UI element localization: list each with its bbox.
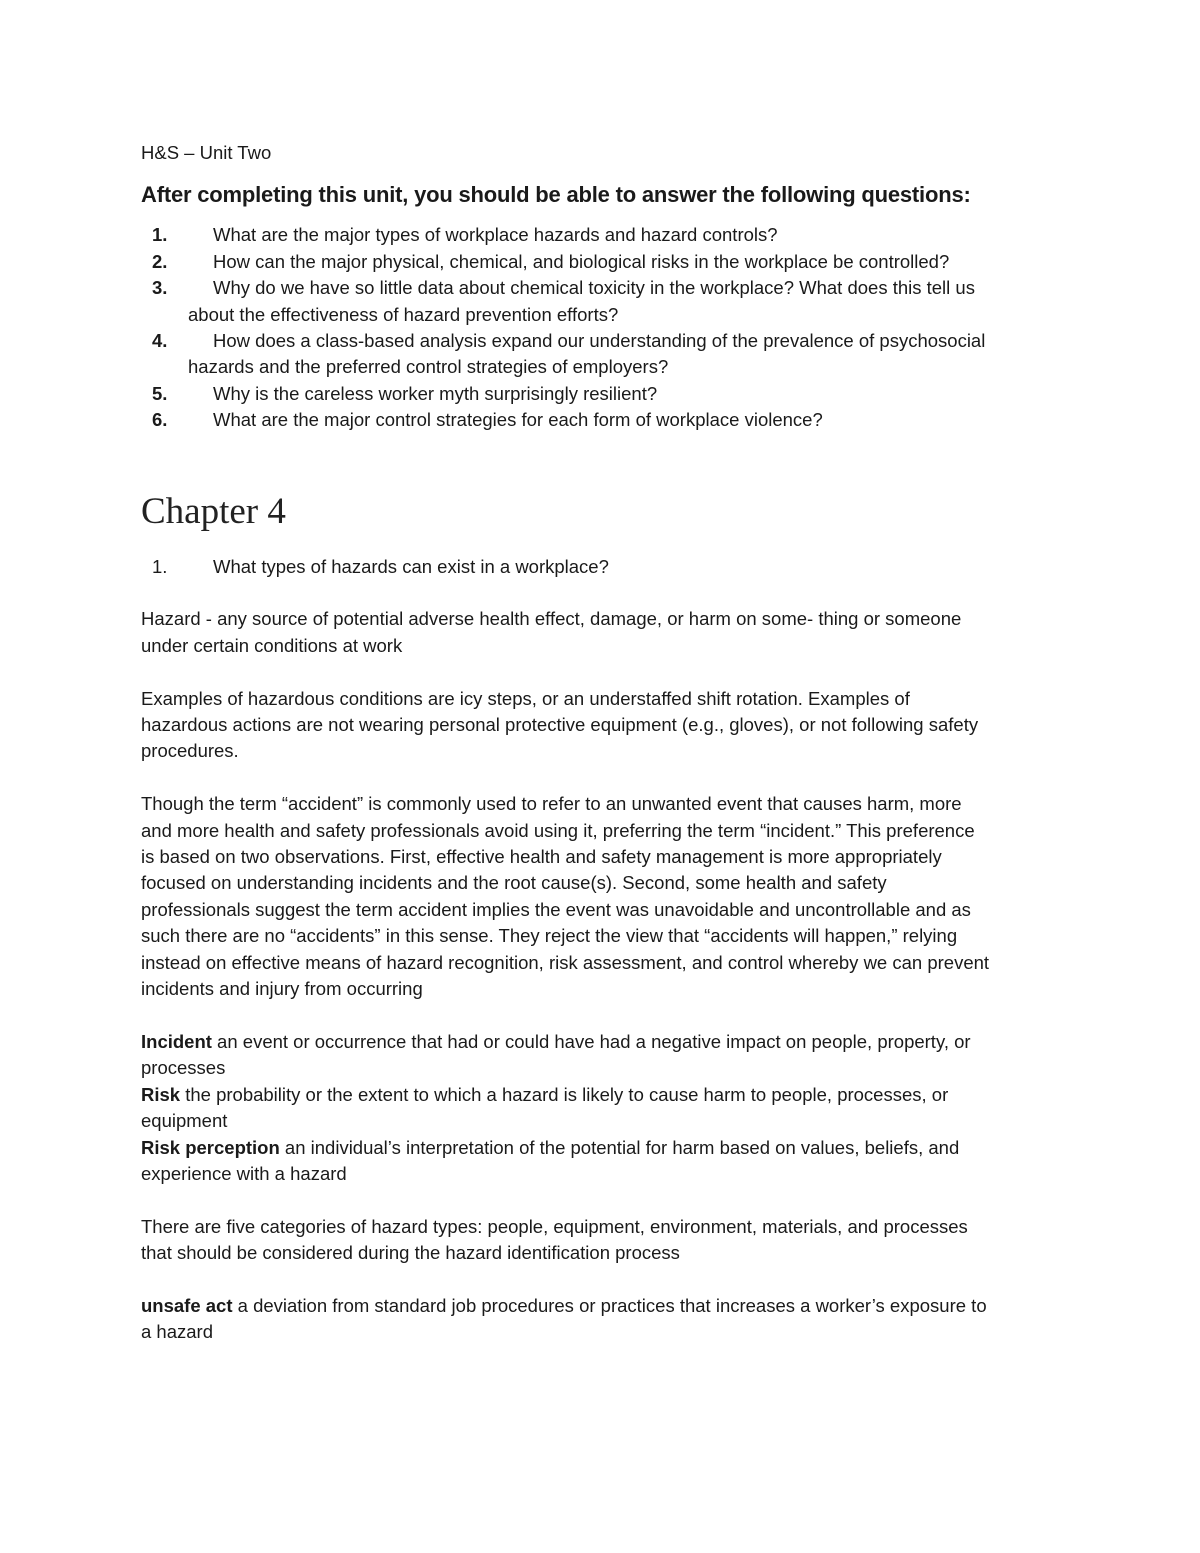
chapter-heading: Chapter 4 xyxy=(141,490,286,532)
examples-paragraph: Examples of hazardous conditions are icy steps, or an understaffed shift rotation. Examples of hazardous actions are not wearing personal protective equipment (e.g., gloves), or not following safety procedures. xyxy=(141,687,979,762)
list-item xyxy=(141,407,991,433)
definition-unsafe-act xyxy=(141,1293,991,1346)
definition-text: an event or occurrence that had or could have had a negative impact on people, property, or processes xyxy=(141,1030,971,1079)
hazard-definition: Hazard - any source of potential adverse health effect, damage, or harm on some- thing or someone under certain conditions at work xyxy=(141,608,962,656)
list-item xyxy=(141,381,991,407)
list-item xyxy=(141,249,991,275)
definition-text: an individual’s interpretation of the potential for harm based on values, beliefs, and experience with a hazard xyxy=(141,1136,960,1184)
list-item-text: Why is the careless worker myth surprisingly resilient? xyxy=(213,382,658,404)
list-item xyxy=(141,554,991,580)
list-item-text: How does a class-based analysis expand our understanding of the prevalence of psychosocial hazards and the preferred control strategies of employers? xyxy=(188,330,986,378)
list-item xyxy=(141,222,991,248)
list-item xyxy=(141,275,991,328)
definition-text: the probability or the extent to which a hazard is likely to cause harm to people, processes, or equipment xyxy=(141,1083,949,1132)
list-number: 1. xyxy=(152,224,168,246)
list-item xyxy=(141,328,991,381)
definition-risk-perception xyxy=(141,1135,991,1188)
list-number: 1. xyxy=(152,555,168,577)
list-item-text: How can the major physical, chemical, and biological risks in the workplace be controlled? xyxy=(213,250,950,272)
list-number: 3. xyxy=(152,277,168,299)
categories-paragraph: There are five categories of hazard types: people, equipment, environment, materials, and processes that should be considered during the hazard identification process xyxy=(141,1215,968,1264)
list-number: 5. xyxy=(152,382,168,404)
document-title: H&S – Unit Two xyxy=(141,142,272,163)
list-item-text: What are the major control strategies for each form of workplace violence? xyxy=(213,409,823,431)
definition-term: Risk perception xyxy=(141,1136,280,1158)
list-item-text: What types of hazards can exist in a workplace? xyxy=(213,555,609,577)
chapter-questions-list xyxy=(141,554,991,580)
list-number: 2. xyxy=(152,250,168,272)
list-number: 6. xyxy=(152,409,168,431)
definition-term: Incident xyxy=(141,1030,212,1052)
document-page xyxy=(141,140,991,1346)
list-item-text: What are the major types of workplace hazards and hazard controls? xyxy=(213,224,778,246)
definition-incident xyxy=(141,1029,991,1082)
definition-text: a deviation from standard job procedures or practices that increases a worker’s exposure to a hazard xyxy=(141,1294,987,1343)
list-item-text: Why do we have so little data about chemical toxicity in the workplace? What does this tell us about the effectiveness of hazard prevention efforts? xyxy=(188,277,975,325)
list-number: 4. xyxy=(152,330,168,352)
definition-risk xyxy=(141,1082,991,1135)
accident-paragraph: Though the term “accident” is commonly used to refer to an unwanted event that causes harm, more and more health and safety professionals avoid using it, preferring the term “incident.” This preference is based on two observations. First, effective health and safety management is more appropriately focused on understanding incidents and the root cause(s). Second, some health and safety professionals suggest the term accident implies the event was unavoidable and uncontrollable and as such there are no “accidents” in this sense. They reject the view that “accidents will happen,” relying instead on effective means of hazard recognition, risk assessment, and control whereby we can prevent incidents and injury from occurring xyxy=(141,793,990,1000)
unit-questions-list xyxy=(141,222,991,433)
definition-term: Risk xyxy=(141,1083,181,1105)
unit-objectives-heading: After completing this unit, you should be able to answer the following questions: xyxy=(141,182,971,208)
definition-term: unsafe act xyxy=(141,1294,233,1316)
